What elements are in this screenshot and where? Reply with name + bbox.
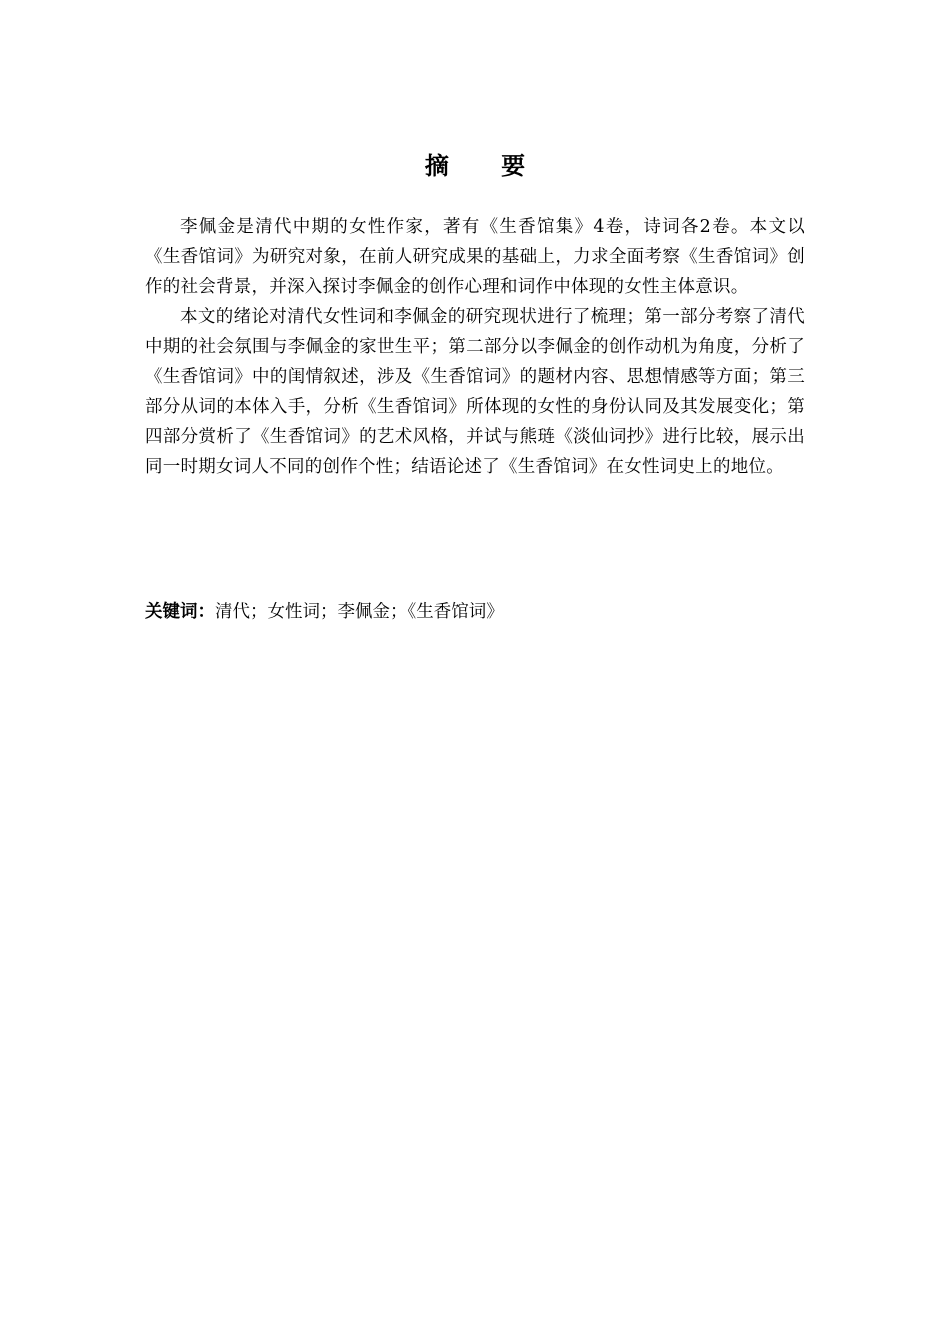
abstract-paragraph-1: 李佩金是清代中期的女性作家，著有《生香馆集》4卷，诗词各2卷。本文以《生香馆词》为研究对象，在前人研究成果的基础上，力求全面考察《生香馆词》创作的社会背景，并深入探讨李佩金的创作心理和词作中体现的女性主体意识。 [145, 217, 805, 297]
keywords-value: 清代；女性词；李佩金；《生香馆词》 [215, 602, 504, 622]
abstract-title: 摘 要 [424, 152, 548, 180]
abstract-paragraph-2: 本文的绪论对清代女性词和李佩金的研究现状进行了梳理；第一部分考察了清代中期的社会氛围与李佩金的家世生平；第二部分以李佩金的创作动机为角度，分析了《生香馆词》中的闺情叙述，涉及《生香馆词》的题材内容、思想情感等方面；第三部分从词的本体入手，分析《生香馆词》所体现的女性的身份认同及其发展变化；第四部分赏析了《生香馆词》的艺术风格，并试与熊琏《淡仙词抄》进行比较，展示出同一时期女词人不同的创作个性；结语论述了《生香馆词》在女性词史上的地位。 [145, 307, 805, 477]
keywords-label: 关键词： [145, 602, 215, 622]
keywords-line [145, 597, 805, 627]
abstract-body [145, 212, 805, 482]
